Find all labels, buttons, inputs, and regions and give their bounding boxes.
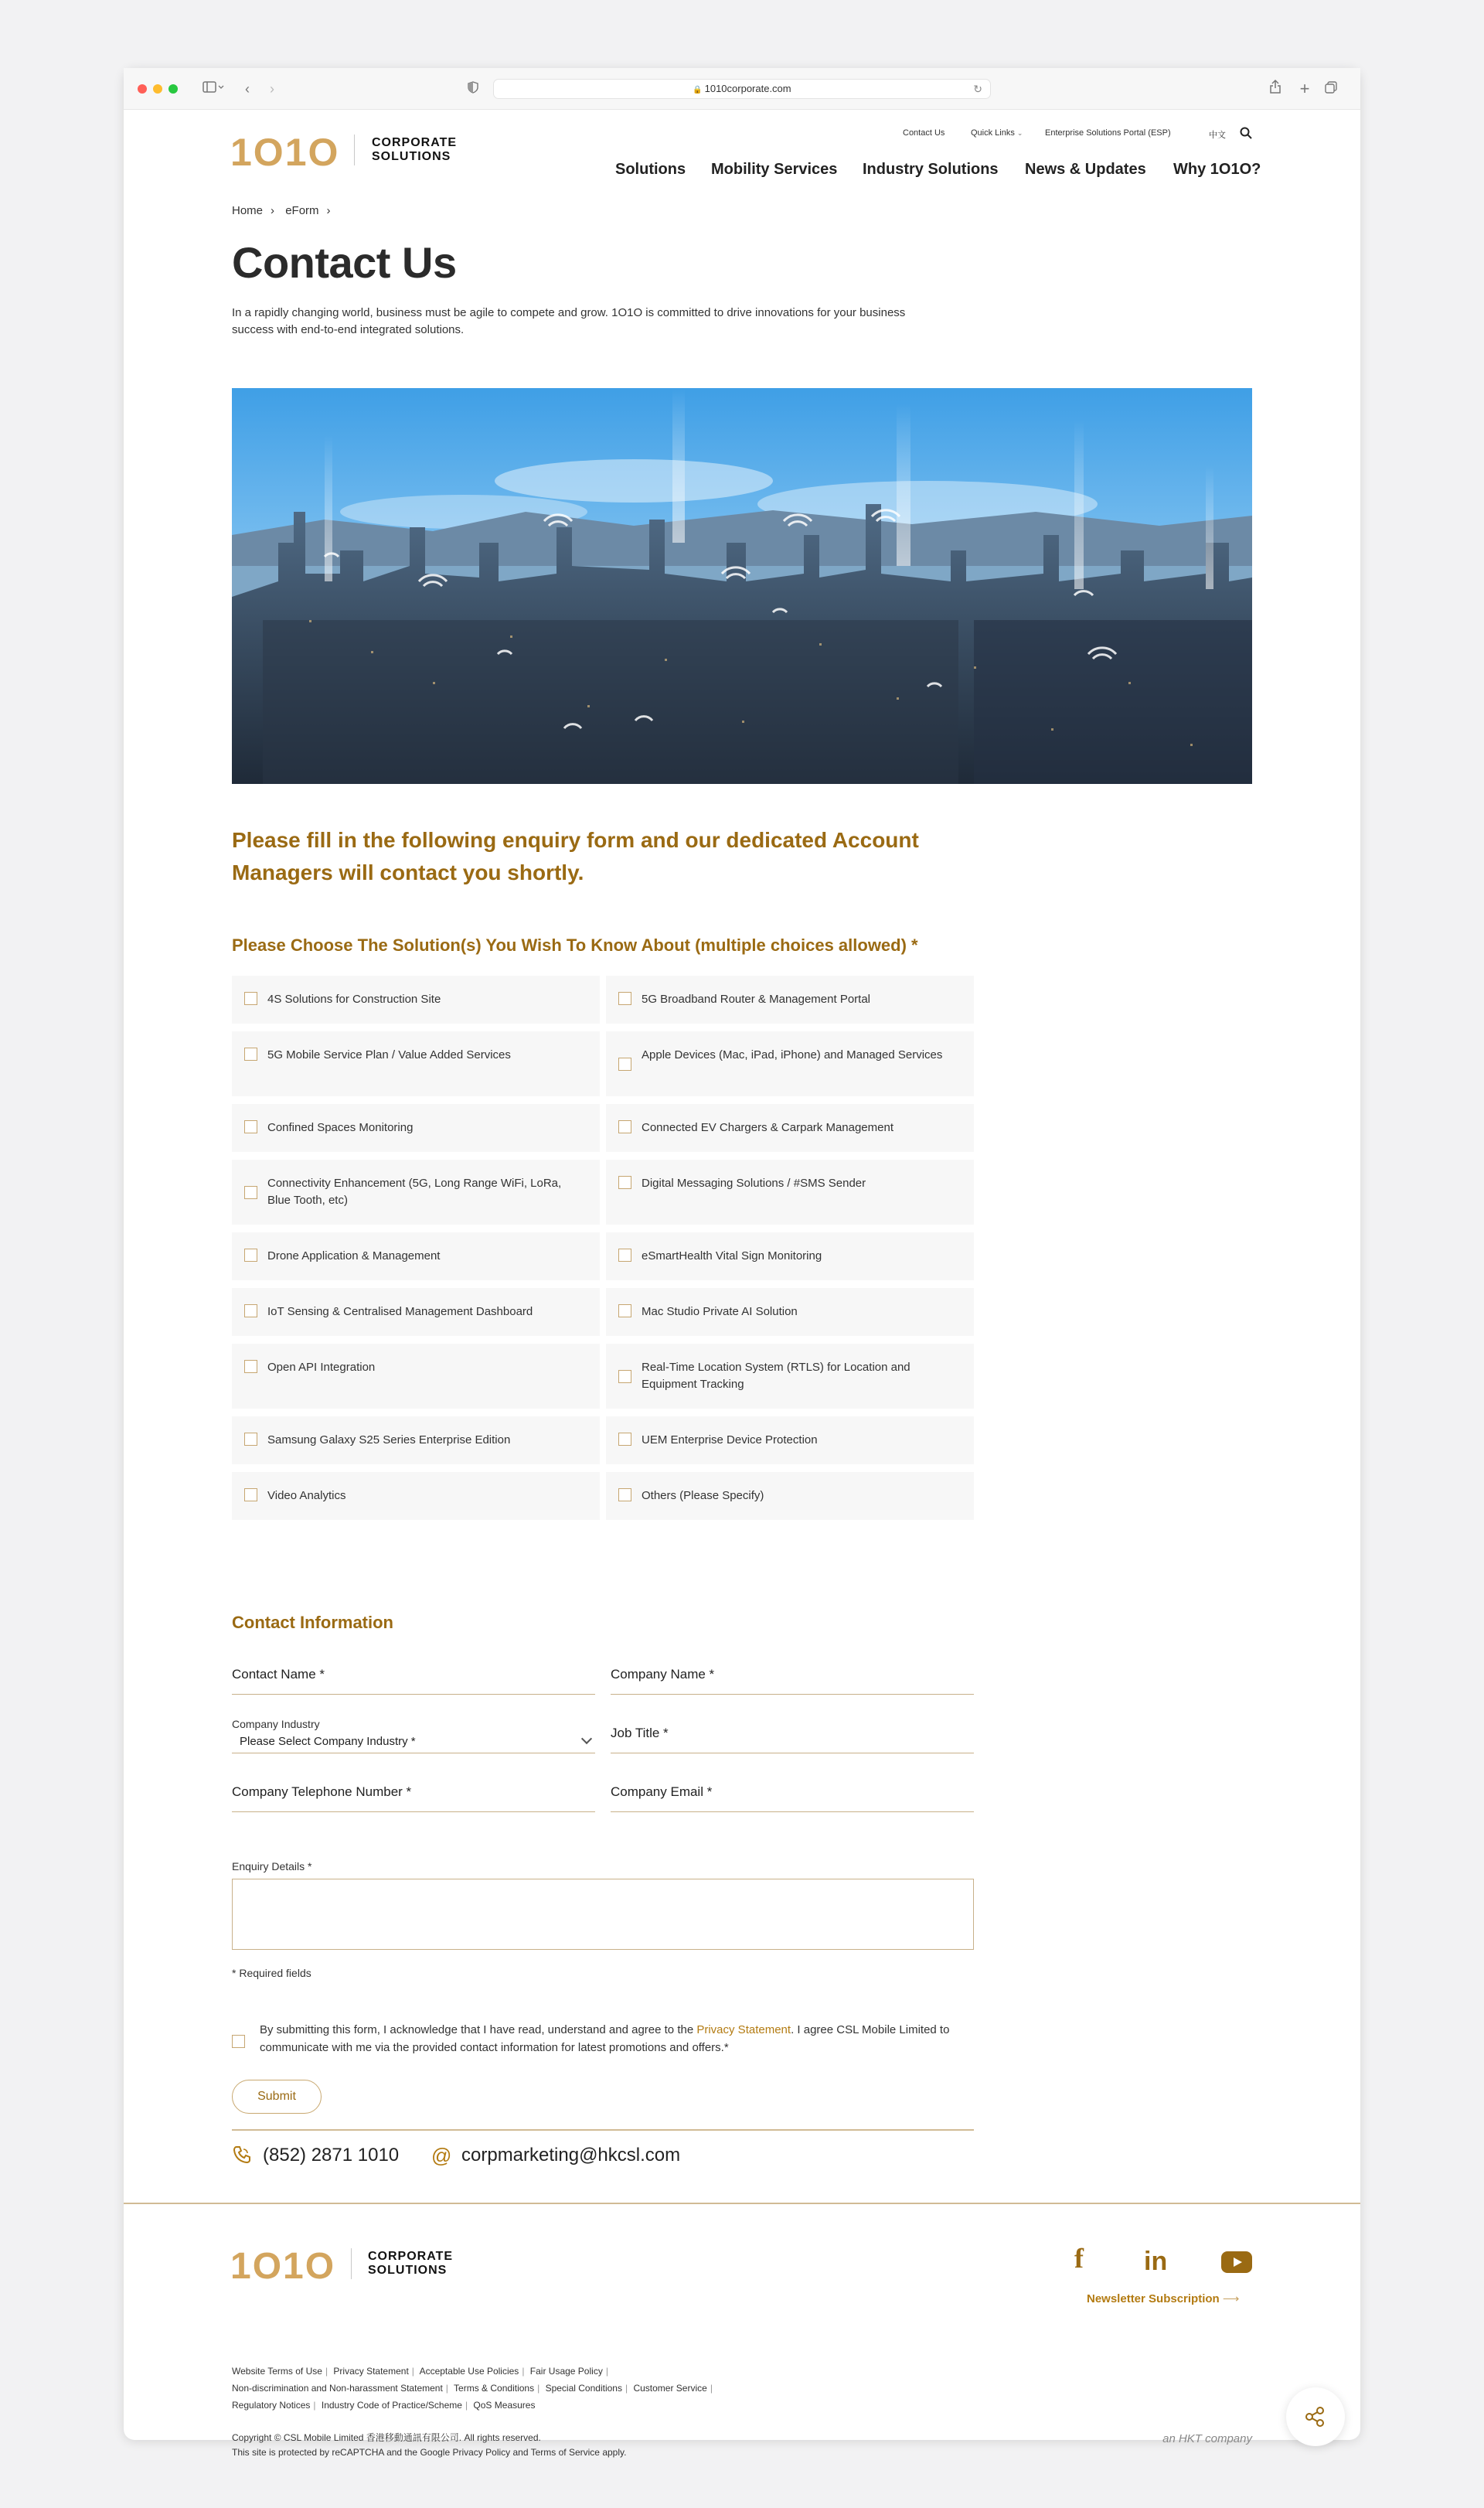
hkt-tagline: an HKT company <box>1162 2432 1252 2445</box>
forward-icon[interactable]: › <box>270 81 274 97</box>
solution-label: Open API Integration <box>267 1361 376 1374</box>
email-label: Company Email * <box>611 1784 713 1799</box>
footer-link[interactable]: Special Conditions <box>545 2383 622 2394</box>
footer-link[interactable]: Fair Usage Policy <box>529 2366 603 2377</box>
email-field[interactable] <box>611 1774 974 1812</box>
solution-option[interactable] <box>606 1031 974 1096</box>
checkbox[interactable] <box>244 1488 257 1501</box>
checkbox[interactable] <box>618 1304 631 1317</box>
sidebar-toggle-icon[interactable] <box>198 79 229 99</box>
solution-option[interactable] <box>606 1472 974 1520</box>
solution-option[interactable] <box>606 1288 974 1336</box>
newsletter-subscription-link[interactable] <box>1087 2292 1239 2305</box>
company-industry-label: Company Industry <box>232 1718 320 1730</box>
contact-name-label: Contact Name * <box>232 1667 325 1682</box>
floating-share-button[interactable] <box>1286 2387 1345 2446</box>
required-fields-note: * Required fields <box>232 1967 311 1979</box>
solution-option[interactable] <box>232 1416 600 1464</box>
footer-logo-text-line1: CORPORATE <box>368 2250 454 2263</box>
contact-info-title: Contact Information <box>232 1613 393 1632</box>
telephone-field[interactable] <box>232 1774 595 1812</box>
consent-text-after: . I agree CSL Mobile Limited to communicate with me via the provided contact information for latest promotions and offers.* <box>260 2023 950 2054</box>
tab-overview-icon[interactable] <box>1322 79 1340 99</box>
logo-text-line1: CORPORATE <box>372 136 458 149</box>
company-name-field[interactable] <box>611 1656 974 1695</box>
form-heading: Please fill in the following enquiry form and our dedicated Account Managers will contact you shortly. <box>232 828 919 884</box>
solution-option[interactable] <box>606 1416 974 1464</box>
util-link-quick-links[interactable] <box>971 128 1023 138</box>
hero-city-skyline-image <box>232 388 1252 784</box>
nav-solutions[interactable]: Solutions <box>615 161 686 178</box>
checkbox[interactable] <box>618 1488 631 1501</box>
util-link-esp[interactable]: Enterprise Solutions Portal (ESP) <box>1045 128 1171 138</box>
solution-label: 5G Broadband Router & Management Portal <box>642 993 871 1006</box>
youtube-icon[interactable] <box>1221 2251 1252 2277</box>
footer-links-row-3: Regulatory Notices | Industry Code of Practice/Scheme | QoS Measures <box>232 2400 536 2411</box>
checkbox[interactable] <box>244 1360 257 1373</box>
logo-text <box>372 136 457 165</box>
solution-label: Connected EV Chargers & Carpark Management <box>642 1121 894 1134</box>
company-name-label: Company Name * <box>611 1667 715 1682</box>
quick-links-label: Quick Links <box>971 128 1015 138</box>
browser-window <box>124 68 1360 2458</box>
footer-link[interactable]: Acceptable Use Policies <box>419 2366 519 2377</box>
footer-logo-divider <box>351 2248 352 2279</box>
solution-option[interactable] <box>606 1232 974 1280</box>
solution-label: Connectivity Enhancement (5G, Long Range WiFi, LoRa, Blue Tooth, etc) <box>267 1177 562 1207</box>
footer-link[interactable]: Website Terms of Use <box>232 2366 322 2377</box>
company-industry-value: Please Select Company Industry * <box>240 1735 416 1748</box>
solution-label: IoT Sensing & Centralised Management Dashboard <box>267 1305 533 1318</box>
solution-label: Digital Messaging Solutions / #SMS Sender <box>642 1177 866 1190</box>
nav-industry-solutions[interactable]: Industry Solutions <box>863 161 999 178</box>
breadcrumb-eform[interactable]: eForm <box>285 204 319 217</box>
nav-news-updates[interactable]: News & Updates <box>1025 161 1146 178</box>
chevron-down-icon <box>581 1733 592 1744</box>
enquiry-details-label: Enquiry Details * <box>232 1860 312 1872</box>
browser-toolbar <box>124 68 1360 110</box>
company-industry-select[interactable] <box>232 1733 595 1753</box>
breadcrumb <box>232 204 339 217</box>
solution-option[interactable] <box>606 1344 974 1409</box>
footer-link[interactable]: Privacy Statement <box>333 2366 409 2377</box>
solution-label: Others (Please Specify) <box>642 1489 764 1502</box>
footer-link[interactable]: Customer Service <box>633 2383 707 2394</box>
footer-logo-text-line2: SOLUTIONS <box>368 2264 448 2278</box>
solution-label: Real-Time Location System (RTLS) for Location and Equipment Tracking <box>642 1361 910 1391</box>
checkbox[interactable] <box>618 992 631 1005</box>
url-text: 1010corporate.com <box>704 83 791 94</box>
share-nodes-icon <box>1286 2387 1345 2446</box>
solution-label: Samsung Galaxy S25 Series Enterprise Edition <box>267 1433 511 1447</box>
solution-label: 5G Mobile Service Plan / Value Added Services <box>267 1048 511 1061</box>
solution-label: UEM Enterprise Device Protection <box>642 1433 818 1447</box>
search-icon[interactable] <box>1240 127 1252 143</box>
footer-logo-text <box>368 2250 453 2278</box>
back-icon[interactable]: ‹ <box>245 81 250 97</box>
zoom-window-button[interactable] <box>168 84 178 94</box>
footer-divider <box>124 2203 1360 2204</box>
privacy-shield-icon[interactable] <box>464 79 482 99</box>
solution-option[interactable] <box>232 1472 600 1520</box>
checkbox[interactable] <box>244 1304 257 1317</box>
solution-label: 4S Solutions for Construction Site <box>267 993 441 1006</box>
solutions-title: Please Choose The Solution(s) You Wish To Know About (multiple choices allowed) * <box>232 935 918 955</box>
checkbox[interactable] <box>618 1120 631 1133</box>
logo-number: 1O1O <box>230 131 340 174</box>
solution-option[interactable] <box>606 1160 974 1225</box>
footer-links-row-2: Non-discrimination and Non-harassment Statement | Terms & Conditions | Special Conditions | Customer Service | <box>232 2383 713 2394</box>
phone-icon <box>232 2145 252 2166</box>
nav-why-1010[interactable]: Why 1O1O? <box>1173 161 1261 178</box>
at-sign-icon: @ <box>431 2144 452 2167</box>
job-title-field[interactable] <box>611 1715 974 1753</box>
consent-text-before: By submitting this form, I acknowledge that I have read, understand and agree to the <box>260 2023 697 2036</box>
breadcrumb-home[interactable]: Home <box>232 204 264 217</box>
solution-label: Apple Devices (Mac, iPad, iPhone) and Managed Services <box>642 1048 943 1061</box>
footer-link[interactable]: Regulatory Notices <box>232 2400 311 2411</box>
footer-links-row-1: Website Terms of Use | Privacy Statement | Acceptable Use Policies | Fair Usage Policy | <box>232 2366 608 2377</box>
chevron-right-icon: › <box>271 204 275 217</box>
checkbox[interactable] <box>244 1433 257 1446</box>
util-link-contact-us[interactable]: Contact Us <box>903 128 945 138</box>
solution-label: Video Analytics <box>267 1489 346 1502</box>
share-icon[interactable] <box>1266 79 1285 99</box>
lock-icon: 🔒 <box>693 86 705 94</box>
solution-option[interactable] <box>232 1031 600 1096</box>
solution-label: Mac Studio Private AI Solution <box>642 1305 798 1318</box>
divider <box>232 2129 974 2131</box>
checkbox[interactable] <box>618 1176 631 1189</box>
footer-link[interactable]: Industry Code of Practice/Scheme <box>321 2400 462 2411</box>
solution-option[interactable] <box>606 1104 974 1152</box>
reload-icon[interactable]: ↻ <box>973 83 982 95</box>
logo-divider <box>354 135 355 165</box>
enquiry-details-textarea[interactable] <box>232 1879 974 1950</box>
arrow-right-icon: ⟶ <box>1222 2292 1240 2305</box>
nav-mobility-services[interactable]: Mobility Services <box>711 161 838 178</box>
phone-number[interactable]: (852) 2871 1010 <box>263 2145 400 2166</box>
footer-link[interactable]: Non-discrimination and Non-harassment Statement <box>232 2383 443 2394</box>
chevron-down-icon: ⌄ <box>1016 129 1023 137</box>
checkbox[interactable] <box>618 1433 631 1446</box>
solution-label: eSmartHealth Vital Sign Monitoring <box>642 1249 822 1263</box>
solution-option[interactable] <box>606 976 974 1024</box>
address-bar[interactable] <box>493 79 991 99</box>
solution-option[interactable] <box>232 1160 600 1225</box>
solution-label: Confined Spaces Monitoring <box>267 1121 414 1134</box>
util-link-language[interactable]: 中文 <box>1209 131 1226 140</box>
minimize-window-button[interactable] <box>153 84 162 94</box>
solution-option[interactable] <box>232 976 600 1024</box>
contact-name-field[interactable] <box>232 1656 595 1695</box>
chevron-right-icon: › <box>326 204 331 217</box>
telephone-label: Company Telephone Number * <box>232 1784 412 1799</box>
logo-text-line2: SOLUTIONS <box>372 150 451 164</box>
solution-option[interactable] <box>232 1104 600 1152</box>
checkbox[interactable] <box>244 1120 257 1133</box>
page-title: Contact Us <box>232 238 457 287</box>
consent-text <box>260 2021 974 2056</box>
checkbox[interactable] <box>244 1249 257 1262</box>
checkbox[interactable] <box>244 1186 257 1199</box>
solution-label: Drone Application & Management <box>267 1249 441 1263</box>
checkbox[interactable] <box>244 1048 257 1061</box>
copyright <box>232 2431 626 2460</box>
copyright-text: Copyright © CSL Mobile Limited 香港移動通訊有限公司. All rights reserved. <box>232 2432 541 2443</box>
checkbox[interactable] <box>618 1370 631 1383</box>
solution-option[interactable] <box>232 1344 600 1409</box>
submit-button[interactable]: Submit <box>232 2080 322 2114</box>
new-tab-icon[interactable]: + <box>1299 79 1310 98</box>
contact-email[interactable]: corpmarketing@hkcsl.com <box>461 2145 681 2166</box>
checkbox[interactable] <box>618 1249 631 1262</box>
checkbox[interactable] <box>618 1058 631 1071</box>
consent-checkbox[interactable] <box>232 2035 245 2048</box>
recaptcha-notice: This site is protected by reCAPTCHA and the Google Privacy Policy and Terms of Service apply. <box>232 2447 627 2458</box>
checkbox[interactable] <box>244 992 257 1005</box>
solution-option[interactable] <box>232 1288 600 1336</box>
footer-logo-number: 1O1O <box>230 2246 336 2287</box>
footer-link[interactable]: QoS Measures <box>473 2400 536 2411</box>
job-title-label: Job Title * <box>611 1726 669 1740</box>
privacy-statement-link[interactable]: Privacy Statement <box>696 2023 791 2036</box>
linkedin-icon[interactable]: in <box>1144 2247 1168 2276</box>
footer-link[interactable]: Terms & Conditions <box>454 2383 535 2394</box>
facebook-icon[interactable]: f <box>1074 2243 1084 2274</box>
solution-option[interactable] <box>232 1232 600 1280</box>
newsletter-label: Newsletter Subscription <box>1087 2292 1220 2305</box>
close-window-button[interactable] <box>138 84 147 94</box>
page-intro: In a rapidly changing world, business must be agile to compete and grow. 1O1O is committed to drive innovations for your business success with end-to-end integrated solutions. <box>232 306 906 336</box>
